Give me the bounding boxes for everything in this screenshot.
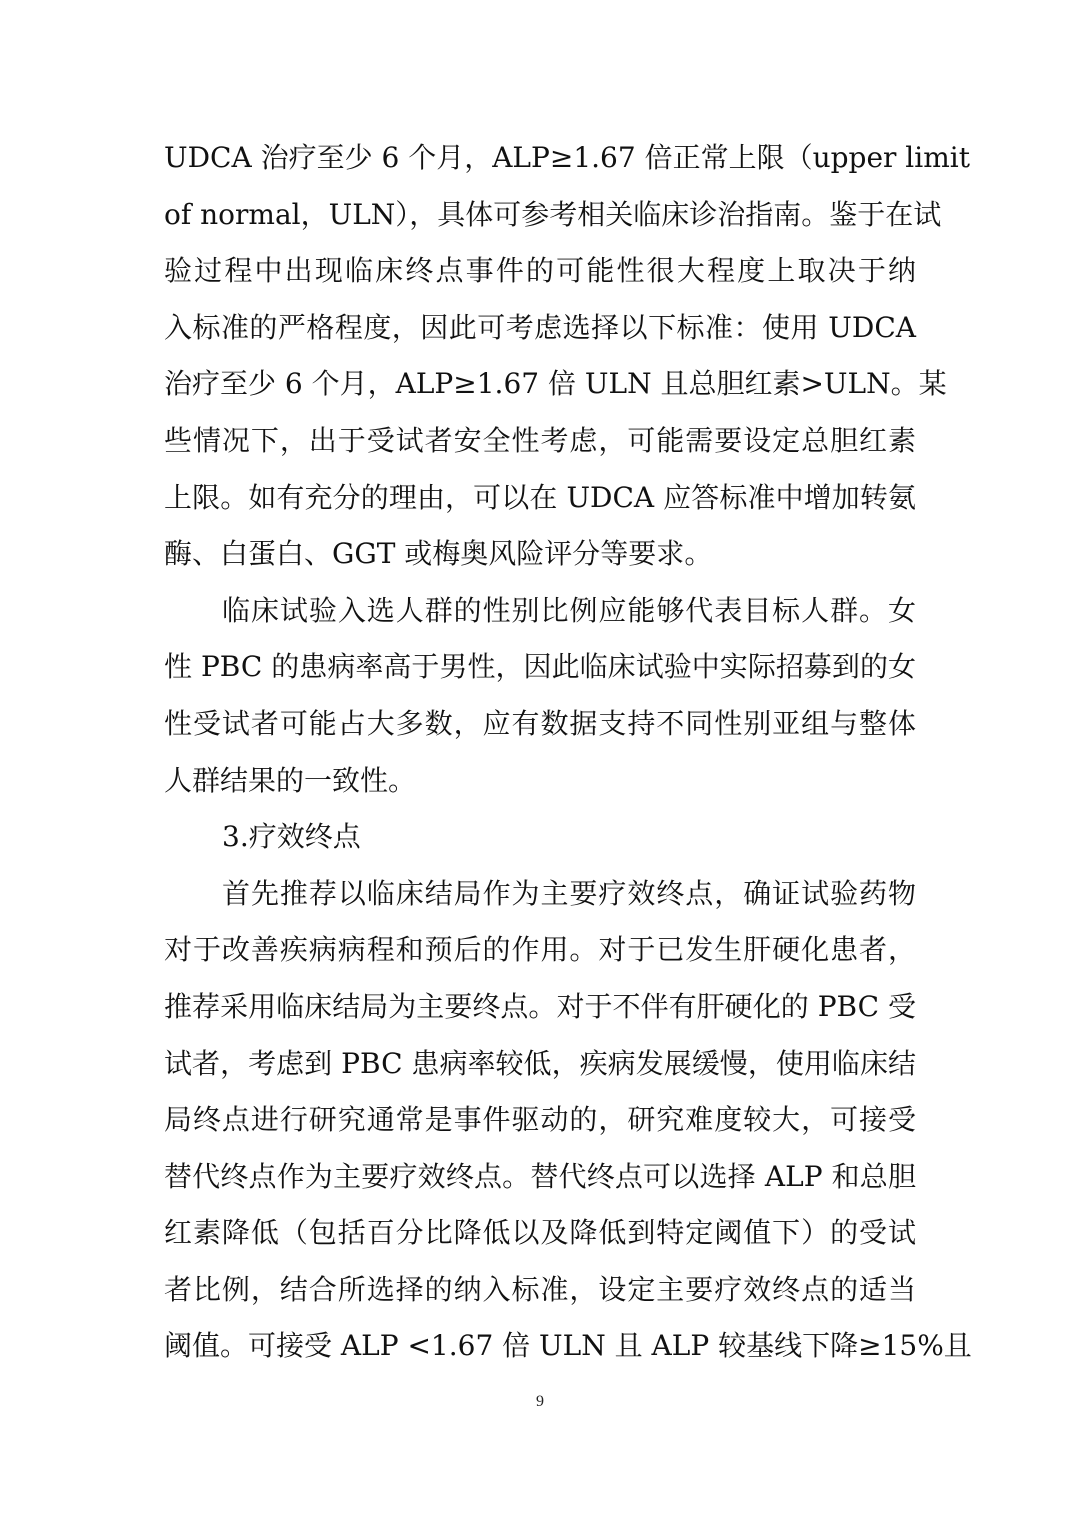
section-heading: 3.疗效终点 (222, 820, 361, 854)
text-line: 上限。如有充分的理由，可以在 UDCA 应答标准中增加转氨 (164, 480, 916, 514)
text-line: of normal，ULN），具体可参考相关临床诊治指南。鉴于在试 (164, 197, 942, 231)
text-line: 推荐采用临床结局为主要终点。对于不伴有肝硬化的 PBC 受 (164, 989, 916, 1023)
body-text (164, 130, 972, 1375)
text-line: 人群结果的一致性。 (164, 763, 417, 797)
paragraph-inclusion-criteria (164, 130, 970, 583)
text-line: 首先推荐以临床结局作为主要疗效终点，确证试验药物 (222, 876, 916, 910)
text-line: 局终点进行研究通常是事件驱动的，研究难度较大，可接受 (164, 1103, 916, 1137)
text-line: 临床试验入选人群的性别比例应能够代表目标人群。女 (222, 593, 916, 627)
text-line: 者比例，结合所选择的纳入标准，设定主要疗效终点的适当 (164, 1272, 916, 1306)
text-line: 阈值。可接受 ALP <1.67 倍 ULN 且 ALP 较基线下降≥15%且 (164, 1329, 972, 1363)
text-line: 替代终点作为主要疗效终点。替代终点可以选择 ALP 和总胆 (164, 1159, 916, 1193)
text-line: 试者，考虑到 PBC 患病率较低，疾病发展缓慢，使用临床结 (164, 1046, 916, 1080)
text-line: 性受试者可能占大多数，应有数据支持不同性别亚组与整体 (164, 706, 916, 740)
text-line: 些情况下，出于受试者安全性考虑，可能需要设定总胆红素 (164, 423, 916, 457)
text-line: 入标准的严格程度，因此可考虑选择以下标准：使用 UDCA (164, 310, 916, 344)
page-number: 9 (536, 1393, 544, 1410)
text-line: 治疗至少 6 个月，ALP≥1.67 倍 ULN 且总胆红素>ULN。某 (164, 367, 947, 401)
text-line: 红素降低（包括百分比降低以及降低到特定阈值下）的受试 (164, 1216, 916, 1250)
text-line: 酶、白蛋白、GGT 或梅奥风险评分等要求。 (164, 537, 713, 571)
text-line: 性 PBC 的患病率高于男性，因此临床试验中实际招募到的女 (164, 650, 916, 684)
paragraph-gender-ratio (164, 583, 916, 809)
text-line: 对于改善疾病病程和预后的作用。对于已发生肝硬化患者， (164, 933, 916, 967)
text-line: 验过程中出现临床终点事件的可能性很大程度上取决于纳 (164, 254, 916, 288)
paragraph-efficacy-endpoints (164, 866, 972, 1375)
text-line: UDCA 治疗至少 6 个月，ALP≥1.67 倍正常上限（upper limit (164, 141, 970, 174)
